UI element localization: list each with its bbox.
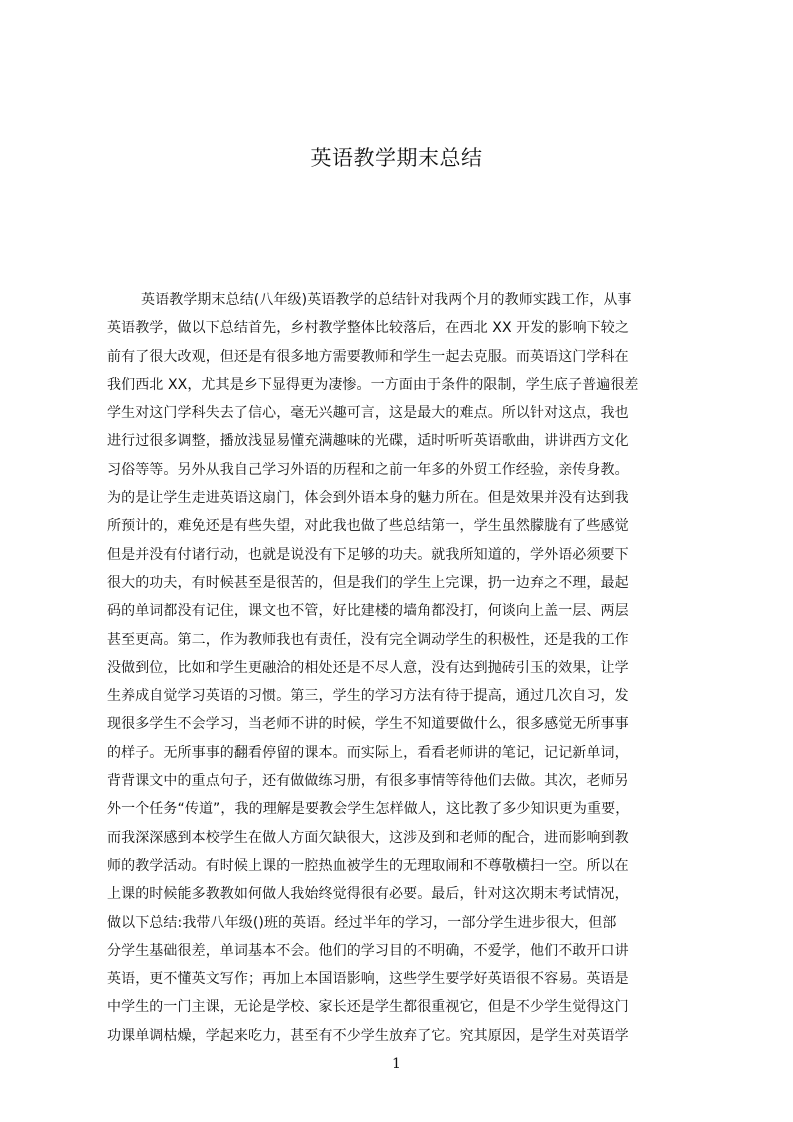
document-body bbox=[107, 286, 699, 1056]
body-line: 的样子。无所事事的翻看停留的课本。而实际上，看看老师讲的笔记，记记新单词， bbox=[107, 744, 629, 761]
body-line: 而我深深感到本校学生在做人方面欠缺很大，这涉及到和老师的配合，进而影响到教 bbox=[107, 829, 629, 846]
body-line: 我们西北 XX，尤其是乡下显得更为凄惨。一方面由于条件的限制，学生底子普遍很差 bbox=[107, 376, 639, 393]
body-line: 上课的时候能多教教如何做人我始终觉得很有必要。最后，针对这次期末考试情况， bbox=[107, 886, 629, 903]
body-line: 分学生基础很差，单词基本不会。他们的学习目的不明确，不爱学，他们不敢开口讲 bbox=[107, 942, 629, 959]
body-line: 中学生的一门主课，无论是学校、家长还是学生都很重视它，但是不少学生觉得这门 bbox=[107, 999, 629, 1016]
body-line: 英语教学期末总结(八年级)英语教学的总结针对我两个月的教师实践工作，从事 bbox=[141, 292, 632, 308]
body-line: 英语，更不懂英文写作；再加上本国语影响，这些学生要学好英语很不容易。英语是 bbox=[107, 971, 629, 988]
page-number: 1 bbox=[392, 1056, 401, 1072]
body-line: 现很多学生不会学习，当老师不讲的时候，学生不知道要做什么，很多感觉无所事事 bbox=[107, 716, 629, 733]
body-line: 习俗等等。另外从我自己学习外语的历程和之前一年多的外贸工作经验，亲传身教。 bbox=[107, 461, 629, 478]
body-line: 但是并没有付诸行动，也就是说没有下足够的功夫。就我所知道的，学外语必须要下 bbox=[107, 546, 629, 563]
body-line: 为的是让学生走进英语这扇门，体会到外语本身的魅力所在。但是效果并没有达到我 bbox=[107, 490, 629, 507]
body-line: 码的单词都没有记住，课文也不管，好比建楼的墙角都没打，何谈向上盖一层、两层 bbox=[107, 603, 629, 620]
body-line: 甚至更高。第二，作为教师我也有责任，没有完全调动学生的积极性，还是我的工作 bbox=[107, 631, 629, 648]
body-line: 背背课文中的重点句子，还有做做练习册，有很多事情等待他们去做。其次，老师另 bbox=[107, 773, 629, 790]
body-line: 生养成自觉学习英语的习惯。第三，学生的学习方法有待于提高，通过几次自习，发 bbox=[107, 688, 629, 705]
body-line: 功课单调枯燥，学起来吃力，甚至有不少学生放弃了它。究其原因，是学生对英语学 bbox=[107, 1027, 629, 1044]
body-line: 很大的功夫，有时候甚至是很苦的，但是我们的学生上完课，扔一边弃之不理，最起 bbox=[107, 574, 629, 591]
body-line: 所预计的，难免还是有些失望，对此我也做了些总结第一，学生虽然朦胧有了些感觉 bbox=[107, 518, 629, 535]
body-line: 英语教学，做以下总结首先，乡村教学整体比较落后，在西北 XX 开发的影响下较之 bbox=[107, 320, 629, 337]
body-line: 前有了很大改观，但还是有很多地方需要教师和学生一起去克服。而英语这门学科在 bbox=[107, 348, 629, 365]
body-line: 没做到位，比如和学生更融洽的相处还是不尽人意，没有达到抛砖引玉的效果，让学 bbox=[107, 659, 629, 676]
body-line: 学生对这门学科失去了信心，毫无兴趣可言，这是最大的难点。所以针对这点，我也 bbox=[107, 405, 629, 422]
body-line: 进行过很多调整，播放浅显易懂充满趣味的光碟，适时听听英语歌曲，讲讲西方文化 bbox=[107, 433, 629, 450]
body-line: 做以下总结:我带八年级()班的英语。经过半年的学习，一部分学生进步很大，但部 bbox=[107, 914, 617, 931]
body-line: 师的教学活动。有时候上课的一腔热血被学生的无理取闹和不尊敬横扫一空。所以在 bbox=[107, 857, 629, 874]
document-title: 英语教学期末总结 bbox=[310, 146, 483, 170]
body-line: 外一个任务“传道”，我的理解是要教会学生怎样做人，这比教了多少知识更为重要， bbox=[107, 801, 630, 818]
